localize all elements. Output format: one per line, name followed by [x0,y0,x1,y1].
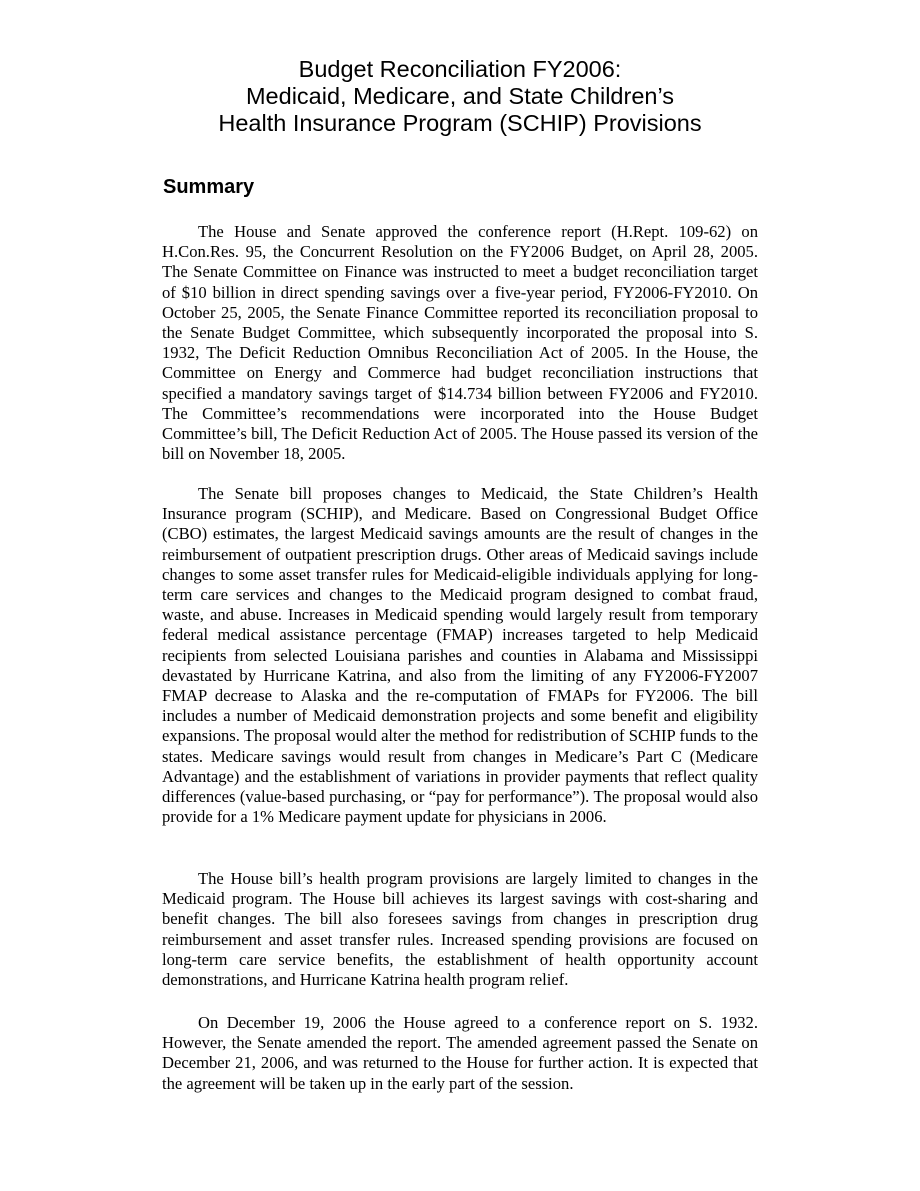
title-line-1: Budget Reconciliation FY2006: [298,56,622,82]
summary-paragraph-2: The Senate bill proposes changes to Medicaid, the State Children’s Health Insurance program (SCHIP), and Medicare. Based on Congressional Budget Office (CBO) estimates, the largest Medicaid savings amounts are the result of changes in the reimbursement of outpatient prescription drugs. Other areas of Medicaid savings include changes to some asset transfer rules for Medicaid-eligible individuals applying for long-term care services and changes to the Medicaid program designed to combat fraud, waste, and abuse. Increases in Medicaid spending would largely result from temporary federal medical assistance percentage (FMAP) increases targeted to help Medicaid recipients from selected Louisiana parishes and counties in Alabama and Mississippi devastated by Hurricane Katrina, and also from the limiting of any FY2006-FY2007 FMAP decrease to Alaska and the re-computation of FMAPs for FY2006. The bill includes a number of Medicaid demonstration projects and some benefit and eligibility expansions. The proposal would alter the method for redistribution of SCHIP funds to the states. Medicare savings would result from changes in Medicare’s Part C (Medicare Advantage) and the establishment of variations in provider payments that reflect quality differences (value-based purchasing, or “pay for performance”). The proposal would also provide for a 1% Medicare payment update for physicians in 2006. [162,484,758,827]
summary-paragraph-3: The House bill’s health program provisions are largely limited to changes in the Medicaid program. The House bill achieves its largest savings with cost-sharing and benefit changes. The bill also foresees savings from changes in prescription drug reimbursement and asset transfer rules. Increased spending provisions are focused on long-term care service benefits, the establishment of health opportunity account demonstrations, and Hurricane Katrina health program relief. [162,869,758,990]
section-heading-summary: Summary [163,176,255,198]
document-title [0,56,920,137]
title-line-2: Medicaid, Medicare, and State Children’s [245,83,674,109]
title-line-3: Health Insurance Program (SCHIP) Provisions [218,110,702,136]
summary-paragraph-4: On December 19, 2006 the House agreed to a conference report on S. 1932. However, the Senate amended the report. The amended agreement passed the Senate on December 21, 2006, and was returned to the House for further action. It is expected that the agreement will be taken up in the early part of the session. [162,1013,758,1093]
summary-paragraph-1: The House and Senate approved the conference report (H.Rept. 109-62) on H.Con.Res. 95, the Concurrent Resolution on the FY2006 Budget, on April 28, 2005. The Senate Committee on Finance was instructed to meet a budget reconciliation target of $10 billion in direct spending savings over a five-year period, FY2006-FY2010. On October 25, 2005, the Senate Finance Committee reported its reconciliation proposal to the Senate Budget Committee, which subsequently incorporated the proposal into S. 1932, The Deficit Reduction Omnibus Reconciliation Act of 2005. In the House, the Committee on Energy and Commerce had budget reconciliation instructions that specified a mandatory savings target of $14.734 billion between FY2006 and FY2010. The Committee’s recommendations were incorporated into the House Budget Committee’s bill, The Deficit Reduction Act of 2005. The House passed its version of the bill on November 18, 2005. [162,222,758,464]
